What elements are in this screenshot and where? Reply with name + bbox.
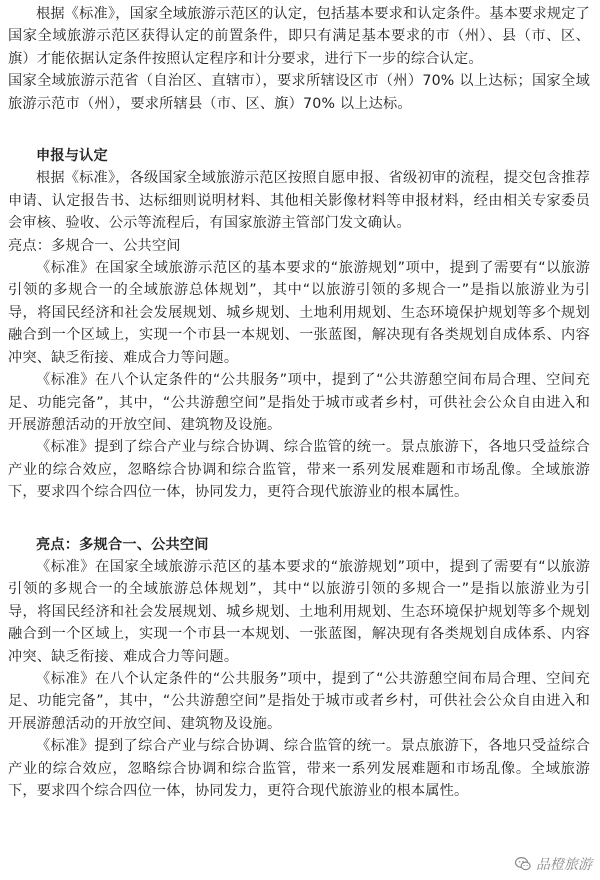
intro-criteria: 国家全域旅游示范省（自治区、直辖市），要求所辖设区市（州）70% 以上达标；国家全域旅游示范市（州），要求所辖县（市、区、旗）70% 以上达标。: [8, 73, 590, 112]
integration-paragraph: 《标准》提到了综合产业与综合协调、综合监管的统一。景点旅游下，各地只受益综合产业的综合效应，忽略综合协调和综合监管，带来一系列发展难题和市场乱像。全域旅游下，要求四个综合四位一体，协同发力，更符合现代旅游业的根本属性。: [8, 439, 590, 501]
watermark: [514, 854, 592, 874]
wechat-icon: [514, 855, 532, 873]
public-space-paragraph-repeat: 《标准》在八个认定条件的“公共服务”项中，提到了“公共游憩空间布局合理、空间充足、功能完备”，其中，“公共游憩空间”是指处于城市或者乡村，可供社会公众自由进入和开展游憩活动的开放空间、建筑物及设施。: [8, 670, 590, 732]
planning-paragraph-repeat: 《标准》在国家全域旅游示范区的基本要求的“旅游规划”项中，提到了需要有“以旅游引领的多规合一的全域旅游总体规划”，其中“以旅游引领的多规合一”是指以旅游业为引导，将国民经济和社会发展规划、城乡规划、土地利用规划、生态环境保护规划等多个规划融合到一个区域上，实现一个市县一本规划、一张蓝图，解决现有各类规划自成体系、内容冲突、缺乏衔接、难成合力等问题。: [8, 558, 590, 665]
integration-paragraph-repeat: 《标准》提到了综合产业与综合协调、综合监管的统一。景点旅游下，各地只受益综合产业的综合效应，忽略综合协调和综合监管，带来一系列发展难题和市场乱像。全域旅游下，要求四个综合四位一体，协同发力，更符合现代旅游业的根本属性。: [8, 738, 590, 799]
watermark-text: 品橙旅游: [536, 857, 592, 873]
section-spacer: [8, 115, 590, 145]
intro-paragraph: 根据《标准》，国家全域旅游示范区的认定，包括基本要求和认定条件。基本要求规定了国家全域旅游示范区获得认定的前置条件，即只有满足基本要求的市（州）、县（市、区、旗）才能依据认定条件按照认定程序和计分要求，进行下一步的综合认定。: [8, 6, 591, 67]
application-paragraph: 根据《标准》，各级国家全域旅游示范区按照自愿申报、省级初审的流程，提交包含推荐申请、认定报告书、达标细则说明材料、其他相关影像材料等申报材料，经由相关专家委员会审核、验收、公示等流程后，有国家旅游主管部门发文确认。: [8, 170, 591, 232]
section-heading-application: 申报与认定: [36, 148, 108, 165]
public-space-paragraph: 《标准》在八个认定条件的“公共服务”项中，提到了“公共游憩空间布局合理、空间充足、功能完备”，其中，“公共游憩空间”是指处于城市或者乡村，可供社会公众自由进入和开展游憩活动的开放空间、建筑物及设施。: [8, 372, 590, 433]
planning-paragraph: 《标准》在国家全域旅游示范区的基本要求的“旅游规划”项中，提到了需要有“以旅游引领的多规合一的全域旅游总体规划”，其中“以旅游引领的多规合一”是指以旅游业为引导，将国民经济和社会发展规划、城乡规划、土地利用规划、生态环境保护规划等多个规划融合到一个区域上，实现一个市县一本规划、一张蓝图，解决现有各类规划自成体系、内容冲突、缺乏衔接、难成合力等问题。: [8, 260, 590, 366]
highlight-subheading: 亮点：多规合一、公共空间: [8, 237, 181, 254]
section-heading-highlights: 亮点：多规合一、公共空间: [36, 536, 209, 553]
section-spacer: [8, 504, 590, 534]
